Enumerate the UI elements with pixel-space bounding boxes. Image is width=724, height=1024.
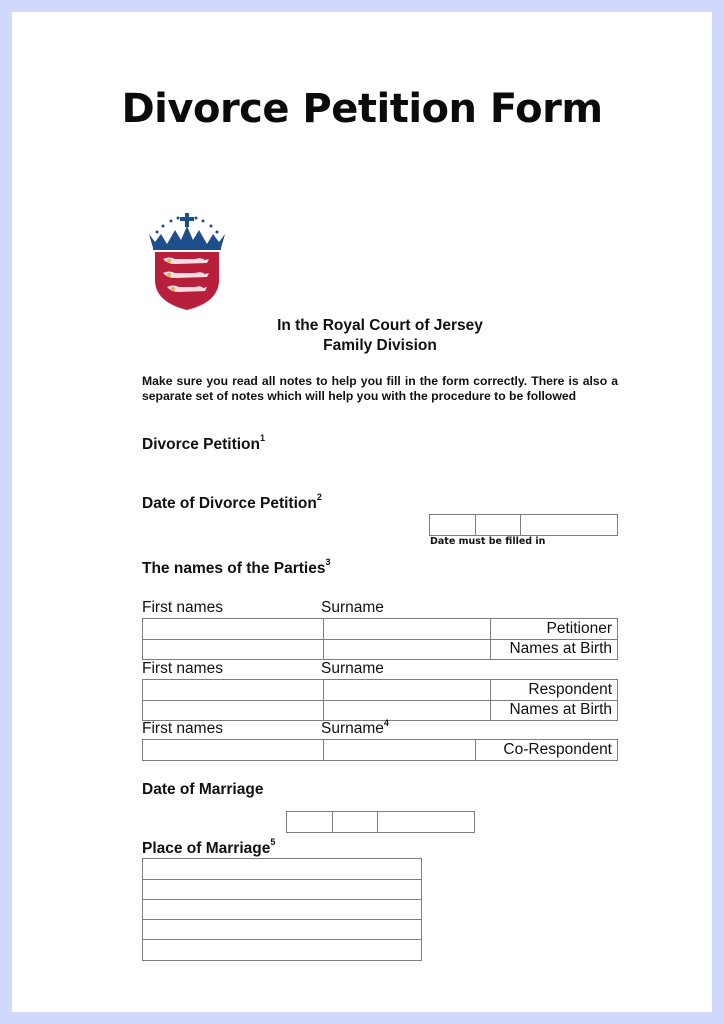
marriage-date-field <box>286 811 475 833</box>
petitioner-surname-input[interactable] <box>324 619 490 639</box>
petitioner-table <box>142 618 618 660</box>
petition-date-month-input[interactable] <box>476 515 520 535</box>
row-label-respondent: Respondent <box>528 681 612 698</box>
respondent-birth-surname-input[interactable] <box>324 701 490 720</box>
co-respondent-first-names-input[interactable] <box>143 740 323 760</box>
column-header-surname <box>321 720 389 738</box>
marriage-date-year-input[interactable] <box>378 812 474 832</box>
petition-date-field <box>429 514 618 536</box>
column-header-first-names: First names <box>142 720 223 737</box>
column-header-surname: Surname <box>321 660 384 677</box>
surname-label: Surname <box>321 720 384 737</box>
section-date-of-petition <box>142 492 322 513</box>
instructions-text: Make sure you read all notes to help you fill in the form correctly. There is also a separate set of notes which will help you with the procedure to be followed <box>142 374 618 403</box>
place-line-5-input[interactable] <box>143 940 421 960</box>
respondent-first-names-input[interactable] <box>143 680 323 700</box>
place-line-3-input[interactable] <box>143 900 421 919</box>
column-header-first-names: First names <box>142 599 223 616</box>
section-divorce-petition <box>142 433 266 454</box>
footnote-ref: 1 <box>260 433 266 443</box>
respondent-table <box>142 679 618 721</box>
petitioner-first-names-input[interactable] <box>143 619 323 639</box>
column-header-surname: Surname <box>321 599 384 616</box>
section-names-of-parties <box>142 557 331 578</box>
section-label: Divorce Petition <box>142 436 260 453</box>
section-label: Place of Marriage <box>142 840 271 857</box>
footnote-ref: 5 <box>270 837 276 847</box>
divider <box>475 740 476 760</box>
petitioner-birth-first-names-input[interactable] <box>143 640 323 659</box>
respondent-surname-input[interactable] <box>324 680 490 700</box>
place-line-1-input[interactable] <box>143 859 421 879</box>
row-label-co-respondent: Co-Respondent <box>503 741 612 758</box>
footnote-ref: 2 <box>316 492 322 502</box>
page-title: Divorce Petition Form <box>121 86 603 132</box>
marriage-date-day-input[interactable] <box>287 812 332 832</box>
place-line-4-input[interactable] <box>143 920 421 939</box>
respondent-birth-first-names-input[interactable] <box>143 701 323 720</box>
section-date-of-marriage: Date of Marriage <box>142 781 264 798</box>
court-heading <box>0 316 724 356</box>
place-line-2-input[interactable] <box>143 880 421 899</box>
petition-date-year-input[interactable] <box>521 515 617 535</box>
footnote-ref: 3 <box>325 557 331 567</box>
co-respondent-surname-input[interactable] <box>324 740 475 760</box>
section-label: Date of Divorce Petition <box>142 495 317 512</box>
petitioner-birth-surname-input[interactable] <box>324 640 490 659</box>
court-name: In the Royal Court of Jersey <box>277 317 483 334</box>
court-division: Family Division <box>323 337 437 354</box>
co-respondent-table <box>142 739 618 761</box>
marriage-date-month-input[interactable] <box>333 812 377 832</box>
section-label: The names of the Parties <box>142 560 326 577</box>
row-label-names-at-birth: Names at Birth <box>509 640 612 657</box>
place-of-marriage-field <box>142 858 422 961</box>
section-place-of-marriage <box>142 837 276 858</box>
row-label-names-at-birth: Names at Birth <box>509 701 612 718</box>
footnote-ref: 4 <box>383 718 389 728</box>
column-header-first-names: First names <box>142 660 223 677</box>
row-label-petitioner: Petitioner <box>546 620 612 637</box>
jersey-crest-icon <box>145 212 229 312</box>
petition-date-day-input[interactable] <box>430 515 475 535</box>
date-helper-text: Date must be filled in <box>430 536 546 547</box>
